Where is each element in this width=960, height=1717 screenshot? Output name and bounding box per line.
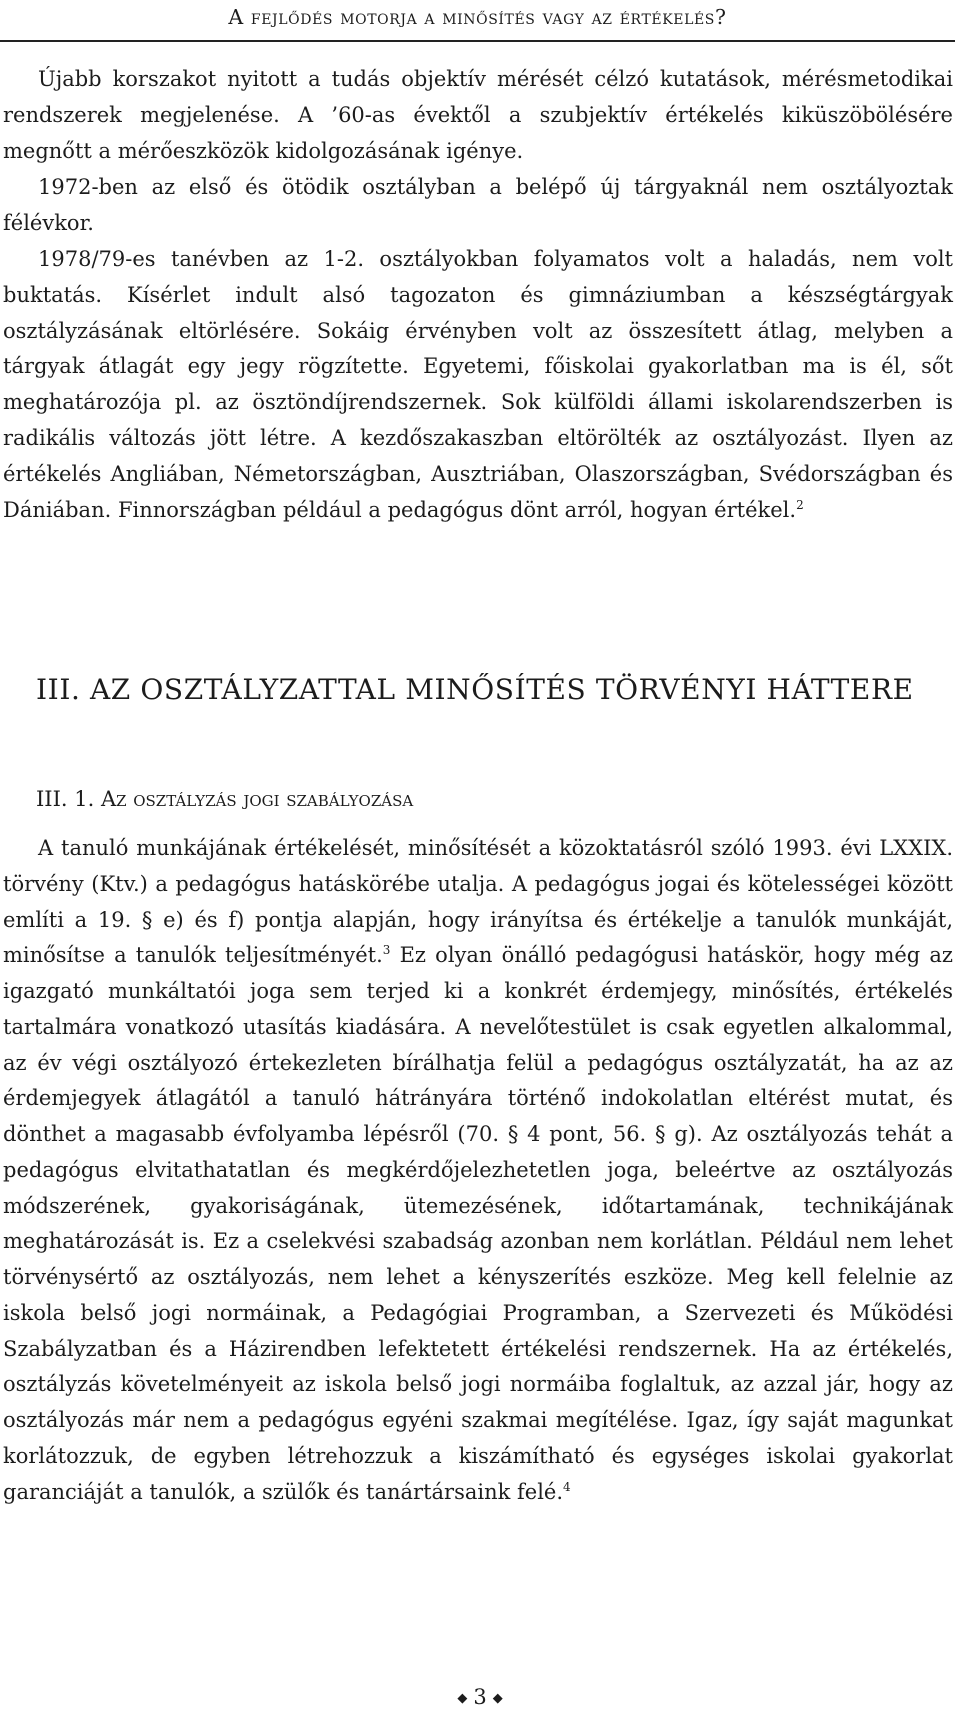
paragraph-1972 [3, 170, 953, 242]
paragraph-legal-text-2: Ez olyan önálló pedagógusi hatáskör, hogy még az igazgató munkáltatói joga sem terjed ki a konkrét érdemjegy, minősítés, értékelés tartalmára vonatkozó utasítás kiadására. A nevelőtestület is csak egyetlen alkalommal, az év végi osztályozó értekezleten bírálhatja felül a pedagógus osztályzatát, ha az az érdemjegyek átlagától a tanuló hátrányára történő indokolatlan eltérést mutat, és dönthet a magasabb évfolyamba lépésről (70. § 4 pont, 56. § g). Az osztályozás tehát a pedagógus elvitathatatlan és megkérdőjelezhetetlen joga, beleértve az osztályozás módszerének, gyakoriságának, ütemezésének, időtartamának, technikájának meghatározását is. Ez a cselekvési szabadság azonban nem korlátlan. Például nem lehet törvénysértő az osztályozás, nem lehet a kényszerítés eszköze. Meg kell felelnie az iskola belső jogi normáinak, a Pedagógiai Programban, a Szervezeti és Működési Szabályzatban és a Házirendben lefektetett értékelési rendszernek. Ha az értékelés, osztályzás követelményeit az iskola belső jogi normáiba foglaltuk, az azzal jár, hogy az osztályozás már nem a pedagógus egyéni szakmai megítélése. Igaz, így saját magunkat korlátozzuk, de egyben létrehozzuk a kiszámítható és egységes iskolai gyakorlat garanciáját a tanulók, a szülők és tanártársaink felé. [3, 943, 953, 1504]
diamond-ornament-icon: ◆ [457, 1691, 468, 1706]
paragraph-1972-text: 1972-ben az első és ötödik osztályban a belépő új tárgyaknál nem osztályoztak félévkor. [3, 175, 953, 235]
footnote-marker-3[interactable]: 3 [382, 943, 391, 958]
subsection-heading: III. 1. Az osztályzás jogi szabályozása [36, 787, 414, 811]
diamond-ornament-icon: ◆ [492, 1691, 503, 1706]
paragraph-intro-text: Újabb korszakot nyitott a tudás objektív mérését célzó kutatások, mérésmetodikai rendszerek megjelenése. A ’60-as évektől a szubjektív értékelés kiküszöbölésére megnőtt a mérőeszközök kidolgozásának igénye. [3, 67, 953, 163]
paragraph-1978 [3, 242, 953, 528]
footnote-marker-4[interactable]: 4 [563, 1479, 571, 1494]
page-number: 3 [473, 1685, 487, 1709]
paragraph-legal [3, 831, 953, 1510]
paragraph-intro [3, 62, 953, 169]
paragraph-legal-text-1: A tanuló munkájának értékelését, minősítését a közoktatásról szóló 1993. évi LXXIX. törvény (Ktv.) a pedagógus hatáskörébe utalja. A pedagógus jogai és kötelességei között említi a 19. § e) és f) pontja alapján, hogy irányítsa és értékelje a tanulók munkáját, minősítse a tanulók teljesítményét. [3, 836, 953, 968]
page-footer [0, 1684, 960, 1712]
section-heading: III. AZ OSZTÁLYZATTAL MINŐSÍTÉS TÖRVÉNYI HÁTTERE [36, 673, 914, 706]
footnote-marker-2[interactable]: 2 [796, 497, 804, 512]
paragraph-1978-text: 1978/79-es tanévben az 1-2. osztályokban folyamatos volt a haladás, nem volt buktatás. Kísérlet indult alsó tagozaton és gimnáziumban a készségtárgyak osztályzásának eltörlésére. Sokáig érvényben volt az összesített átlag, melyben a tárgyak átlagát egy jegy rögzítette. Egyetemi, főiskolai gyakorlatban ma is él, sőt meghatározója pl. az ösztöndíjrendszernek. Sok külföldi állami iskolarendszerben is radikális változás jött létre. A kezdőszakaszban eltörölték az osztályozást. Ilyen az értékelés Angliában, Németországban, Ausztriában, Olaszországban, Svédországban és Dániában. Finnországban például a pedagógus dönt arról, hogyan értékel. [3, 247, 953, 522]
running-head: A fejlődés motorja a minősítés vagy az értékelés? [0, 2, 955, 42]
